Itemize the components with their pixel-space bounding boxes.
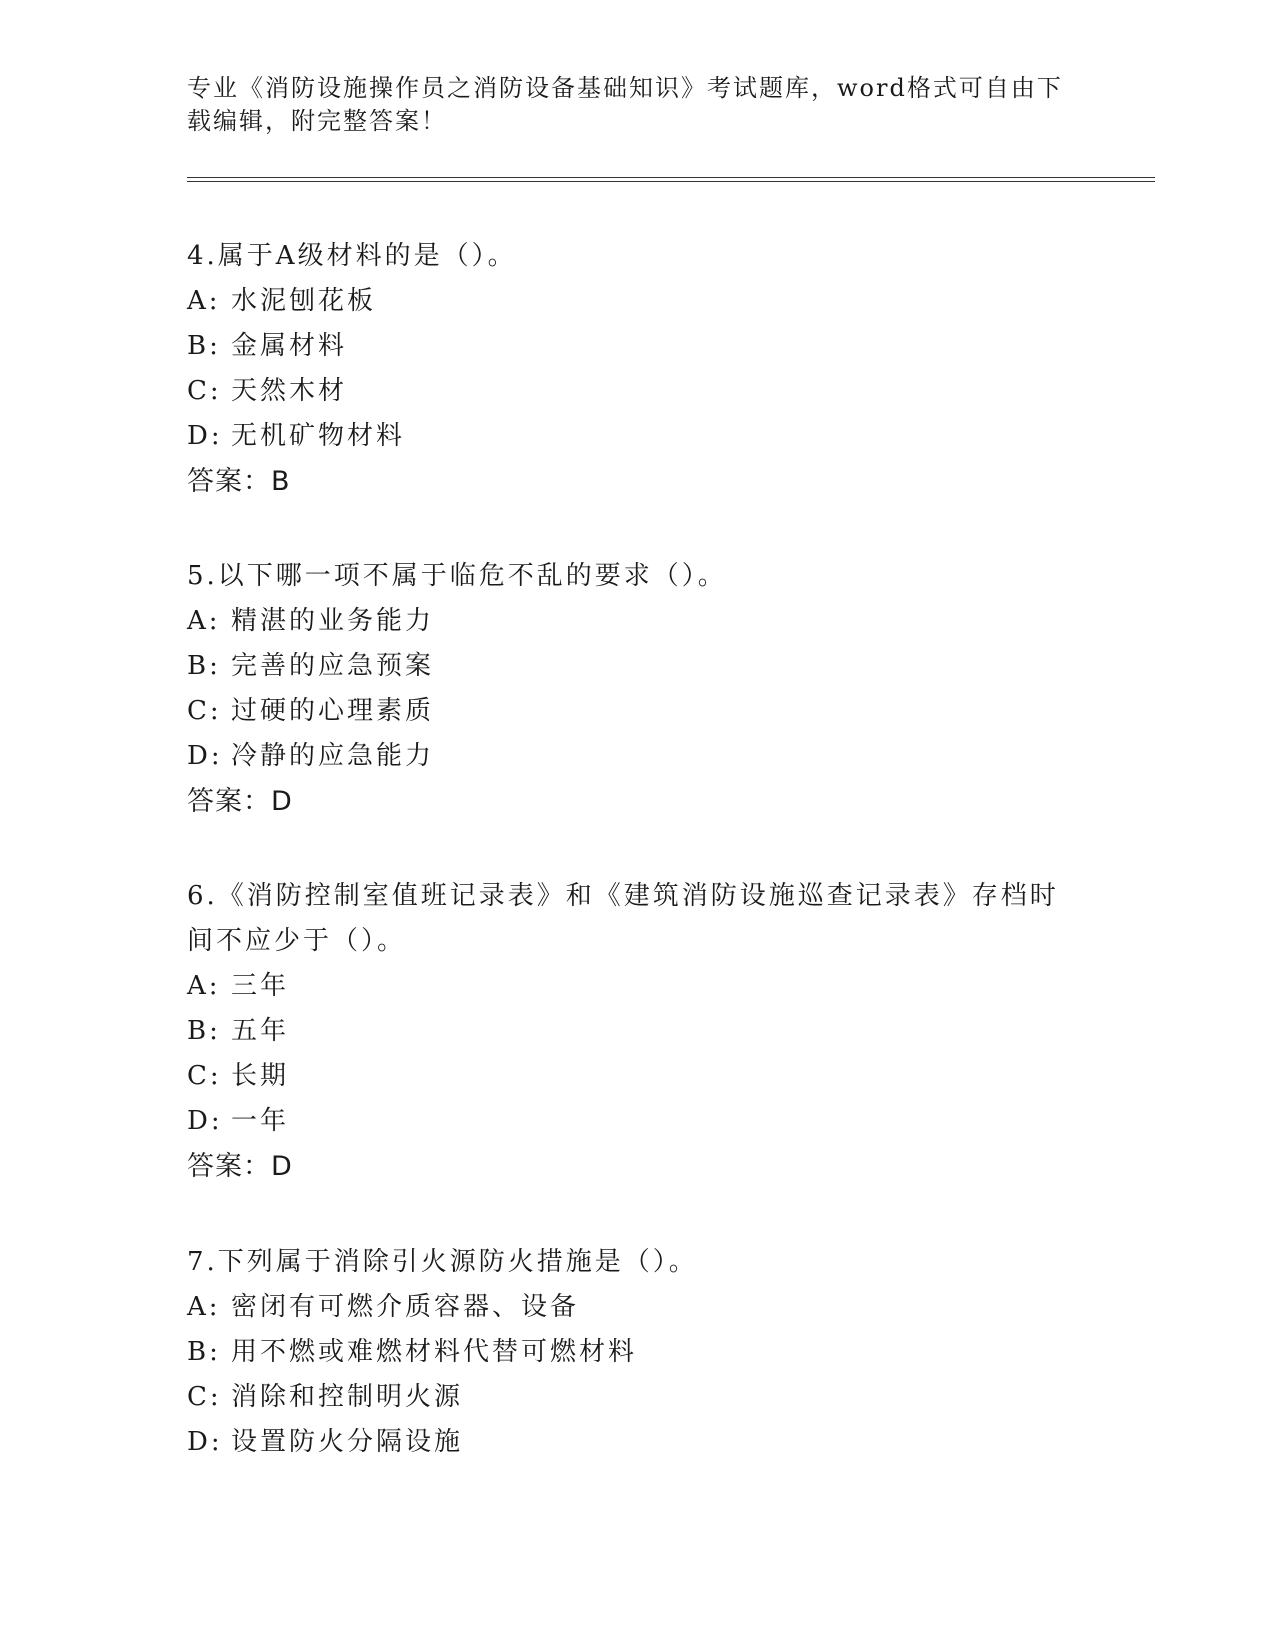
option-text: 三年	[231, 971, 290, 1001]
option-text: 长期	[231, 1061, 290, 1091]
option-text: 一年	[231, 1106, 290, 1136]
option-text: 消除和控制明火源	[231, 1382, 464, 1412]
option-text: 完善的应急预案	[231, 651, 435, 681]
option-text: 精湛的业务能力	[231, 606, 435, 636]
question-stem: 7.下列属于消除引火源防火措施是（）。	[187, 1247, 698, 1277]
question-5	[187, 554, 1067, 824]
option-letter: D:	[187, 1106, 223, 1136]
option-text: 冷静的应急能力	[231, 741, 435, 771]
question-stem: 5.以下哪一项不属于临危不乱的要求（）。	[187, 561, 727, 591]
answer-line: 答案：D	[187, 1151, 293, 1182]
option-b	[187, 1009, 1067, 1054]
option-c	[187, 1054, 1067, 1099]
option-text: 设置防火分隔设施	[231, 1427, 464, 1457]
question-7	[187, 1240, 1067, 1465]
option-b	[187, 644, 1067, 689]
option-c	[187, 689, 1067, 734]
answer-line: 答案：B	[187, 466, 291, 497]
option-text: 过硬的心理素质	[231, 696, 435, 726]
option-d	[187, 1420, 1067, 1465]
option-text: 用不燃或难燃材料代替可燃材料	[231, 1337, 638, 1367]
option-text: 五年	[231, 1016, 290, 1046]
header-rule-bottom	[187, 181, 1155, 182]
header-rule-top	[187, 177, 1155, 178]
option-letter: D:	[187, 1427, 223, 1457]
option-c	[187, 1375, 1067, 1420]
option-letter: A:	[187, 606, 221, 636]
option-letter: A:	[187, 971, 221, 1001]
document-header: 专业《消防设施操作员之消防设备基础知识》考试题库，word格式可自由下载编辑，附完整答案！	[187, 74, 1063, 135]
question-6	[187, 874, 1067, 1189]
option-text: 天然木材	[231, 376, 348, 406]
option-d	[187, 734, 1067, 779]
option-letter: D:	[187, 741, 223, 771]
option-b	[187, 324, 1067, 369]
option-c	[187, 369, 1067, 414]
option-a	[187, 1285, 1067, 1330]
option-text: 密闭有可燃介质容器、设备	[231, 1292, 580, 1322]
option-letter: D:	[187, 421, 223, 451]
option-a	[187, 279, 1067, 324]
option-letter: A:	[187, 286, 221, 316]
question-stem: 4.属于A级材料的是（）。	[187, 241, 517, 271]
option-text: 无机矿物材料	[231, 421, 406, 451]
option-letter: B:	[187, 1016, 221, 1046]
option-a	[187, 599, 1067, 644]
option-letter: B:	[187, 1337, 221, 1367]
option-b	[187, 1330, 1067, 1375]
answer-line: 答案：D	[187, 786, 293, 817]
option-letter: C:	[187, 696, 222, 726]
option-letter: B:	[187, 331, 221, 361]
option-letter: C:	[187, 1382, 222, 1412]
option-d	[187, 1099, 1067, 1144]
question-4	[187, 234, 1067, 504]
option-letter: C:	[187, 376, 222, 406]
option-letter: B:	[187, 651, 221, 681]
question-stem: 6.《消防控制室值班记录表》和《建筑消防设施巡查记录表》存档时间不应少于（）。	[187, 881, 1059, 956]
option-text: 水泥刨花板	[231, 286, 377, 316]
option-text: 金属材料	[231, 331, 348, 361]
option-letter: C:	[187, 1061, 222, 1091]
option-a	[187, 964, 1067, 1009]
option-d	[187, 414, 1067, 459]
option-letter: A:	[187, 1292, 221, 1322]
